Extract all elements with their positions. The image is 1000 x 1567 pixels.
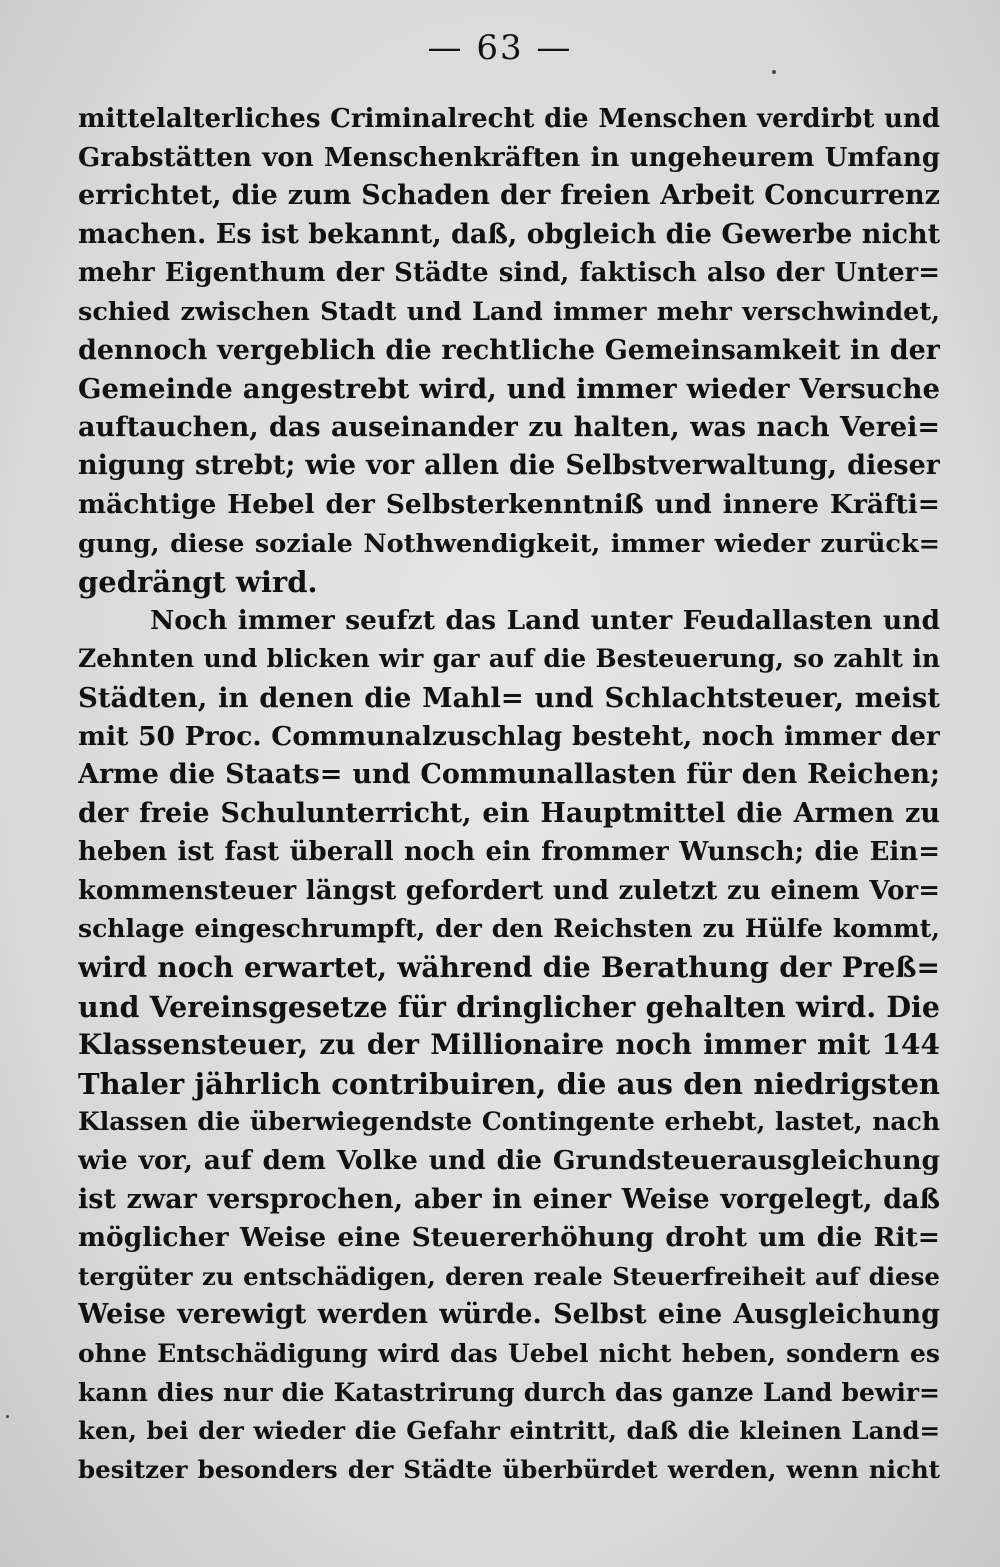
text-line: möglicher Weise eine Steuererhöhung droht um die Rit= [78, 1222, 940, 1254]
text-line: Klassensteuer, zu der Millionaire noch immer mit 144 [78, 1028, 940, 1062]
text-line: nigung strebt; wie vor allen die Selbstverwaltung, dieser [78, 450, 940, 482]
text-line: dennoch vergeblich die rechtliche Gemeinsamkeit in der [78, 334, 940, 366]
text-line: ken, bei der wieder die Gefahr eintritt, daß die kleinen Land= [78, 1416, 940, 1446]
text-line: kommensteuer längst gefordert und zuletzt zu einem Vor= [78, 875, 940, 906]
text-line: mächtige Hebel der Selbsterkenntniß und innere Kräfti= [78, 488, 940, 520]
text-line: Klassen die überwiegendste Contingente erhebt, lastet, nach [78, 1107, 940, 1137]
paper-speck [6, 1415, 9, 1418]
text-line: mehr Eigenthum der Städte sind, faktisch also der Unter= [78, 258, 940, 289]
text-line: gung, diese soziale Nothwendigkeit, immer wieder zurück= [78, 528, 940, 559]
text-line: Zehnten und blicken wir gar auf die Besteuerung, so zahlt in [78, 644, 940, 674]
text-line: Gemeinde angestrebt wird, und immer wieder Versuche [78, 373, 940, 406]
text-line: Thaler jährlich contribuiren, die aus den niedrigsten [78, 1066, 940, 1101]
text-line: der freie Schulunterricht, ein Hauptmittel die Armen zu [78, 797, 940, 829]
text-line: machen. Es ist bekannt, daß, obgleich die Gewerbe nicht [78, 218, 940, 250]
body-text [78, 100, 940, 1489]
text-line: Arme die Staats= und Communallasten für den Reichen; [78, 759, 940, 791]
text-line: Grabstätten von Menschenkräften in ungeheurem Umfang [78, 142, 940, 173]
text-line: errichtet, die zum Schaden der freien Arbeit Concurrenz [78, 180, 940, 212]
text-line: heben ist fast überall noch ein frommer Wunsch; die Ein= [78, 837, 940, 868]
text-line: schlage eingeschrumpft, der den Reichsten zu Hülfe kommt, [78, 914, 940, 944]
text-line: besitzer besonders der Städte überbürdet werden, wenn nicht [78, 1454, 940, 1484]
text-line: tergüter zu entschädigen, deren reale Steuerfreiheit auf diese [78, 1261, 940, 1291]
text-line: Städten, in denen die Mahl= und Schlachtsteuer, meist [78, 681, 940, 714]
text-line: mittelalterliches Criminalrecht die Menschen verdirbt und [78, 104, 940, 134]
text-line: Weise verewigt werden würde. Selbst eine Ausgleichung [78, 1299, 940, 1331]
text-line: gedrängt wird. [78, 565, 318, 600]
page-number: — 63 — [427, 28, 573, 68]
text-line: wird noch erwartet, während die Berathung der Preß= [78, 951, 940, 985]
text-line: schied zwischen Stadt und Land immer mehr verschwindet, [78, 296, 940, 327]
text-line: ohne Entschädigung wird das Uebel nicht heben, sondern es [78, 1339, 940, 1368]
paper-speck [772, 70, 776, 74]
text-line: mit 50 Proc. Communalzuschlag besteht, noch immer der [78, 720, 940, 752]
text-line: auftauchen, das auseinander zu halten, was nach Verei= [78, 411, 940, 443]
text-line: kann dies nur die Katastrirung durch das ganze Land bewir= [78, 1377, 940, 1407]
text-line: Noch immer seufzt das Land unter Feudallasten und [150, 604, 940, 636]
text-line: und Vereinsgesetze für dringlicher gehalten wird. Die [78, 989, 940, 1024]
text-line: wie vor, auf dem Volke und die Grundsteuerausgleichung [78, 1145, 940, 1177]
text-line: ist zwar versprochen, aber in einer Weise vorgelegt, daß [78, 1183, 940, 1215]
